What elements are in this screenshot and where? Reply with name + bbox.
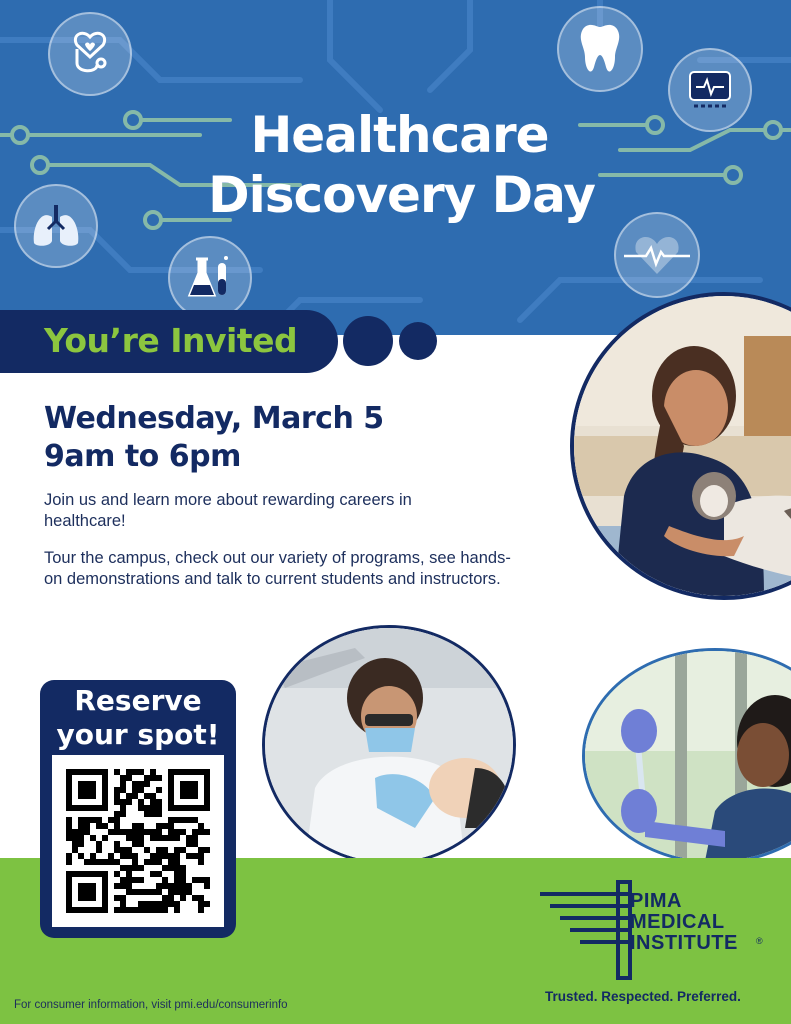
reserve-line1: Reserve	[74, 684, 202, 717]
reserve-title	[40, 684, 236, 752]
photo-dental-student	[262, 625, 516, 865]
brand-line1: PIMA	[630, 890, 682, 912]
decorative-dot	[343, 316, 393, 366]
photo-lab-technician	[582, 648, 791, 864]
event-datetime	[44, 400, 384, 476]
hero-title-line1: Healthcare	[250, 106, 549, 164]
consumer-info-note: For consumer information, visit pmi.edu/consumerinfo	[14, 999, 288, 1011]
hero-banner	[0, 0, 791, 335]
reserve-line2: your spot!	[56, 718, 220, 751]
photo-vet-tech-with-cat	[570, 292, 791, 600]
invite-label: You’re Invited	[44, 321, 298, 360]
event-time: 9am to 6pm	[44, 439, 241, 474]
qr-code-icon	[66, 769, 210, 913]
event-paragraph-1: Join us and learn more about rewarding careers in healthcare!	[44, 491, 412, 530]
brand-line2: MEDICAL	[630, 911, 725, 933]
qr-code[interactable]	[52, 755, 224, 927]
pima-logo-icon	[538, 878, 638, 982]
brand-name	[630, 891, 738, 954]
event-paragraph-2: Tour the campus, check out our variety of programs, see hands-on demonstrations and talk to current students and instructors.	[44, 549, 511, 588]
tooth-icon	[557, 6, 643, 92]
brand-line3: INSTITUTE	[630, 932, 738, 954]
heart-stethoscope-icon	[48, 12, 132, 96]
lab-flask-icon	[168, 236, 252, 320]
brand-tagline: Trusted. Respected. Preferred.	[545, 989, 741, 1004]
event-date: Wednesday, March 5	[44, 401, 384, 436]
registered-mark: ®	[756, 936, 763, 946]
hero-title-line2: Discovery Day	[208, 166, 595, 224]
decorative-dot	[399, 322, 437, 360]
